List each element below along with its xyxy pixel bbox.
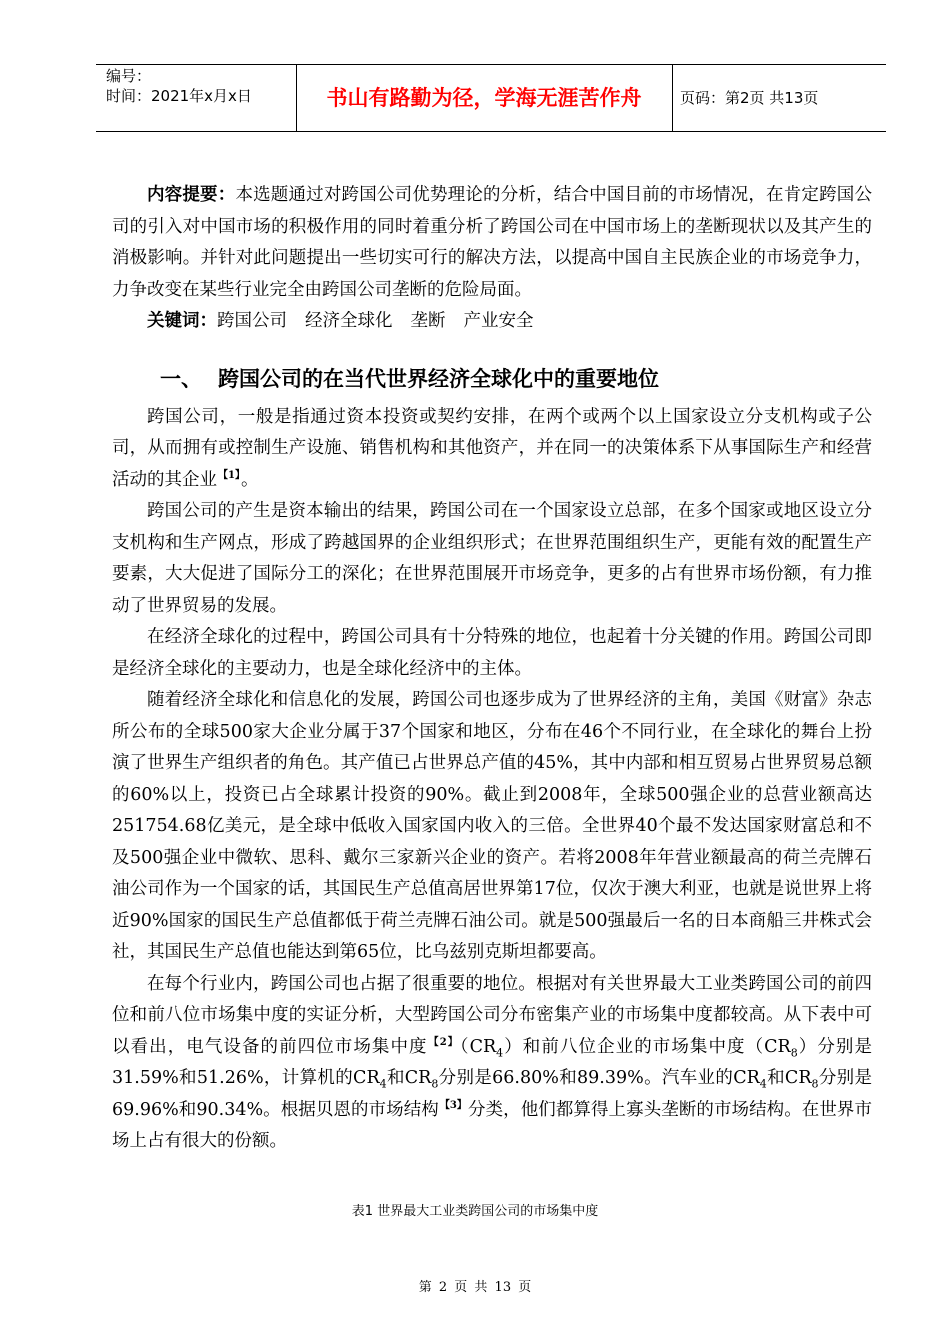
paragraph-text: 跨国公司，一般是指通过资本投资或契约安排，在两个或两个以上国家设立分支机构或子公司，从而拥有或控制生产设施、销售机构和其他资产，并在同一的决策体系下从事国际生产和经营活动的其企业 (112, 406, 872, 490)
body-paragraph (112, 969, 872, 1158)
abstract-paragraph (112, 180, 872, 306)
header-meta-cell (96, 65, 297, 131)
paragraph-text: ）分别是31.59%和51.26%，计算机的CR (112, 1036, 872, 1088)
keyword-item: 垄断 (410, 311, 446, 331)
header-motto: 书山有路勤为径，学海无涯苦作舟 (326, 86, 642, 110)
document-time-label: 时间：2021年x月x日 (106, 87, 252, 105)
section-number: 一、 (160, 366, 202, 391)
paragraph-text: ）和前八位企业的市场集中度（CR (503, 1036, 791, 1057)
body-paragraph (112, 402, 872, 497)
subscript: 4 (379, 1077, 387, 1091)
keyword-item: 产业安全 (463, 311, 534, 331)
subscript: 8 (431, 1077, 439, 1091)
body-paragraph: 在经济全球化的过程中，跨国公司具有十分特殊的地位，也起着十分关键的作用。跨国公司即是经济全球化的主要动力，也是全球化经济中的主体。 (112, 627, 872, 679)
body-paragraph: 随着经济全球化和信息化的发展，跨国公司也逐步成为了世界经济的主角，美国《财富》杂志所公布的全球500家大企业分属于37个国家和地区，分布在46个不同行业，在全球化的舞台上扮演了世界生产组织者的角色。其产值已占世界总产值的45%，其中内部和相互贸易占世界贸易总额的60%以上，投资已占全球累计投资的90%。截止到2008年，全球500强企业的总营业额高达251754.68亿美元，是全球中低收入国家国内收入的三倍。全世界40个最不发达国家财富总和不及500强企业中微软、思科、戴尔三家新兴企业的资产。若将2008年年营业额最高的荷兰壳牌石油公司作为一个国家的话，其国民生产总值高居世界第17位，仅次于澳大利亚，也就是说世界上将近90%国家的国民生产总值都低于荷兰壳牌石油公司。就是500强最后一名的日本商船三井株式会社，其国民生产总值也能达到第65位，比乌兹别克斯坦都要高。 (112, 690, 872, 962)
abstract-text: 本选题通过对跨国公司优势理论的分析，结合中国目前的市场情况，在肯定跨国公司的引入对中国市场的积极作用的同时着重分析了跨国公司在中国市场上的垄断现状以及其产生的消极影响。并针对此问题提出一些切实可行的解决方法，以提高中国自主民族企业的市场竞争力，力争改变在某些行业完全由跨国公司垄断的危险局面。 (112, 185, 872, 300)
document-body (112, 180, 872, 1158)
paragraph-text: 在每个行业内，跨国公司也占据了很重要的地位。根据对有关世界最大工业类跨国公司的前四位和前八位市场集中度的实证分析，大型跨国公司分布密集产业的市场集中度都较高。从下表中可以看出，电气设备的前四位市场集中度 (112, 973, 872, 1057)
header-page-cell (672, 65, 886, 131)
page-footer: 第 2 页 共 13 页 (418, 1280, 532, 1295)
citation-ref: 【3】 (439, 1099, 468, 1111)
paragraph-text: 和CR (766, 1068, 812, 1088)
header-page-info: 页码：第2页 共13页 (680, 89, 819, 107)
paragraph-text: （CR (459, 1036, 497, 1057)
header-motto-cell (296, 65, 673, 131)
paragraph-text: 和CR (386, 1068, 432, 1088)
paragraph-text: 。 (240, 469, 259, 490)
page-header (96, 64, 886, 132)
keyword-item: 经济全球化 (305, 311, 393, 331)
citation-ref: 【2】 (428, 1036, 459, 1048)
paragraph-text: 分别是69.96%和90.34%。根据贝恩的市场结构 (112, 1068, 872, 1120)
citation-ref: 【1】 (218, 469, 240, 481)
subscript: 4 (759, 1077, 767, 1091)
subscript: 8 (811, 1077, 819, 1091)
subscript: 4 (496, 1046, 504, 1059)
subscript: 8 (790, 1046, 798, 1059)
keywords-paragraph (112, 306, 872, 338)
paragraph-text: 分类，他们都算得上寡头垄断的市场结构。在世界市场上占有很大的份额。 (112, 1099, 872, 1151)
keyword-item: 跨国公司 (217, 311, 287, 331)
abstract-label: 内容提要： (147, 185, 236, 205)
section-title: 跨国公司的在当代世界经济全球化中的重要地位 (218, 366, 659, 391)
paragraph-text: 分别是66.80%和89.39%。汽车业的CR (438, 1068, 760, 1088)
keywords-label: 关键词： (147, 311, 217, 331)
section-heading (112, 362, 872, 396)
body-paragraph: 跨国公司的产生是资本输出的结果，跨国公司在一个国家设立总部，在多个国家或地区设立分支机构和生产网点，形成了跨越国界的企业组织形式；在世界范围组织生产，更能有效的配置生产要素，大大促进了国际分工的深化；在世界范围展开市场竞争，更多的占有世界市场份额，有力推动了世界贸易的发展。 (112, 501, 872, 616)
document-number-label: 编号： (106, 67, 152, 85)
table-caption: 表1 世界最大工业类跨国公司的市场集中度 (351, 1204, 599, 1219)
